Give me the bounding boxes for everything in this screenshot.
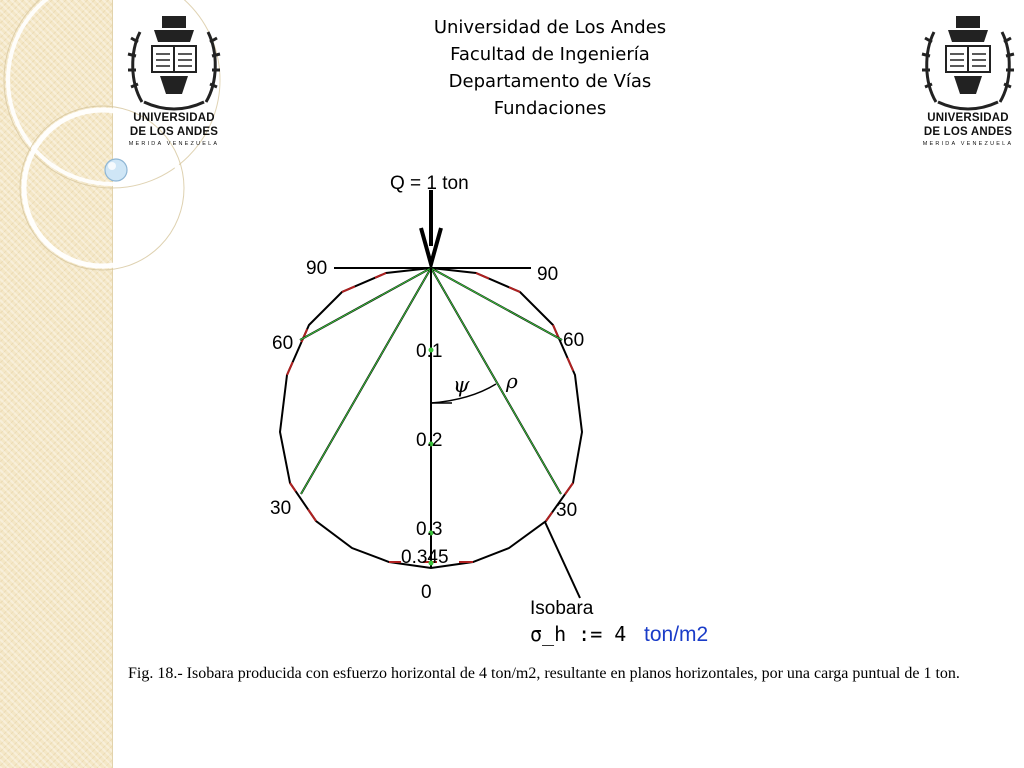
sigma-expression: σ_h := 4 <box>530 622 627 646</box>
university-crest-icon <box>918 12 1018 112</box>
psi-symbol: ψ <box>453 373 470 397</box>
angle-label-left-90: 90 <box>306 258 328 279</box>
depth-label: 0.1 <box>416 341 443 362</box>
header-course: Fundaciones <box>493 98 607 119</box>
angle-label-right-60: 60 <box>563 330 585 351</box>
radial-line-left-30-green <box>301 268 431 494</box>
logo-text-line3: MERIDA VENEZUELA <box>922 141 1014 147</box>
sigma-unit: ton/m2 <box>644 623 709 646</box>
logo-text-line1: UNIVERSIDAD <box>927 112 1009 124</box>
angle-label-left-60: 60 <box>272 333 294 354</box>
university-crest-icon <box>124 12 224 112</box>
depth-label: 0.345 <box>401 547 449 568</box>
university-logo-left <box>124 12 224 152</box>
isobar-diagram <box>260 160 760 650</box>
decorative-bead-icon <box>105 159 127 181</box>
depth-label: 0.2 <box>416 430 443 451</box>
university-logo-right <box>918 12 1018 152</box>
figure-caption: Fig. 18.- Isobara producida con esfuerzo horizontal de 4 ton/m2, resultante en planos horizontales, por una carga puntual de 1 ton. <box>128 665 960 682</box>
angle-label-bottom-0: 0 <box>421 582 432 603</box>
logo-text-line2: DE LOS ANDES <box>923 126 1013 138</box>
radial-line-right-30-green <box>431 268 561 494</box>
angle-label-left-30: 30 <box>270 498 292 519</box>
rho-symbol: ρ <box>506 369 518 393</box>
logo-text-line3: MERIDA VENEZUELA <box>128 141 220 147</box>
header-university: Universidad de Los Andes <box>433 17 667 38</box>
header-department: Departamento de Vías <box>448 71 652 92</box>
slide-header <box>360 14 740 122</box>
logo-text-line2: DE LOS ANDES <box>129 126 219 138</box>
angle-label-right-90: 90 <box>537 264 559 285</box>
load-label: Q = 1 ton <box>390 173 469 194</box>
header-faculty: Facultad de Ingeniería <box>450 44 650 65</box>
depth-label: 0.3 <box>416 519 443 540</box>
isobar-leader-line <box>545 522 580 598</box>
logo-text-line1: UNIVERSIDAD <box>133 112 215 124</box>
angle-label-right-30: 30 <box>556 500 578 521</box>
isobar-label: Isobara <box>530 598 594 619</box>
